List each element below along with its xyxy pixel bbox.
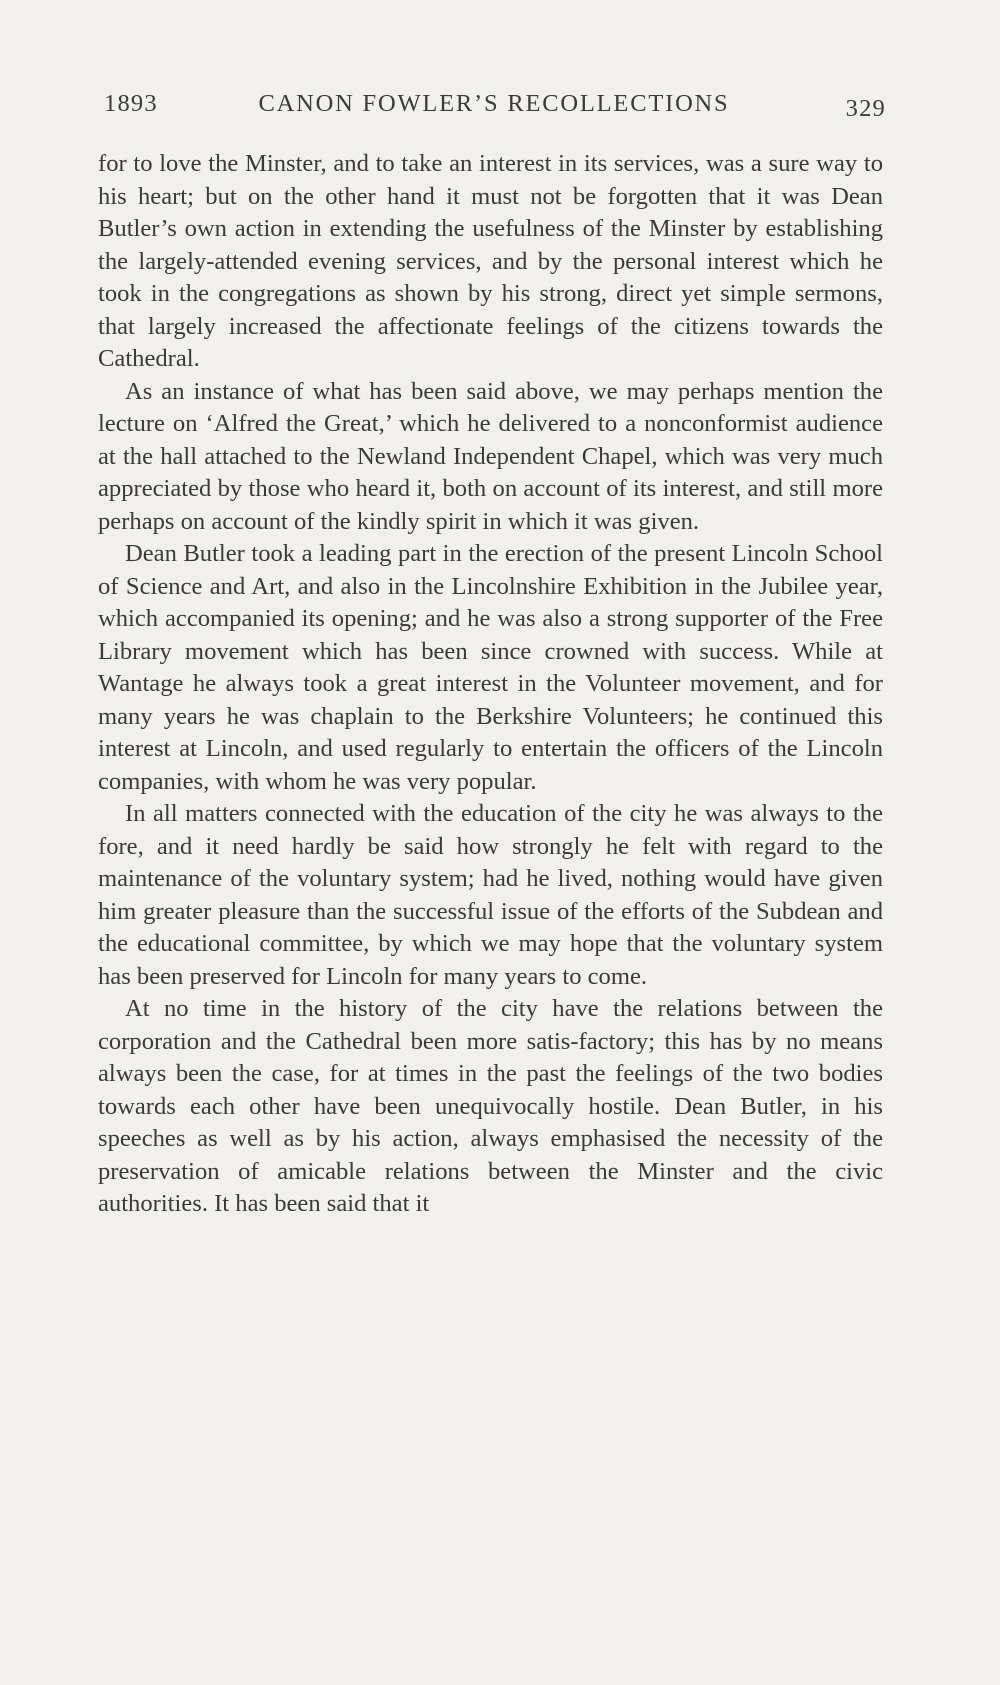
page-number: 329 xyxy=(845,95,886,122)
header-year: 1893 xyxy=(104,90,158,117)
paragraph-1: for to love the Minster, and to take an interest in its services, was a sure way to his heart; but on the other hand it must not be forgotten that it was Dean Butler’s own action in extending the usefulness of the Minster by establishing the largely-attended evening services, and by the personal interest which he took in the congregations as shown by his strong, direct yet simple sermons, that largely increased the affectionate feelings of the citizens towards the Cathedral. xyxy=(98,150,883,372)
paragraph-3: Dean Butler took a leading part in the erection of the present Lincoln School of Science and Art, and also in the Lincolnshire Exhibition in the Jubilee year, which accompanied its opening; and he was also a strong supporter of the Free Library movement which has been since crowned with success. While at Wantage he always took a great interest in the Volunteer movement, and for many years he was chaplain to the Berkshire Volunteers; he continued this interest at Lincoln, and used regularly to entertain the officers of the Lincoln companies, with whom he was very popular. xyxy=(98,540,883,795)
paragraph-5: At no time in the history of the city have the relations between the corporation and the Cathedral been more satis-factory; this has by no means always been the case, for at times in the past the feelings of the two bodies towards each other have been unequivocally hostile. Dean Butler, in his speeches as well as by his action, always emphasised the necessity of the preservation of amicable relations between the Minster and the civic authorities. It has been said that it xyxy=(98,995,883,1217)
paragraph-4: In all matters connected with the education of the city he was always to the fore, and it need hardly be said how strongly he felt with regard to the maintenance of the voluntary system; had he lived, nothing would have given him greater pleasure than the successful issue of the efforts of the Subdean and the educational committee, by which we may hope that the voluntary system has been preserved for Lincoln for many years to come. xyxy=(98,800,883,990)
header-title: CANON FOWLER’S RECOLLECTIONS xyxy=(258,90,730,117)
body-text xyxy=(98,148,883,1221)
paragraph-2: As an instance of what has been said above, we may perhaps mention the lecture on ‘Alfred the Great,’ which he delivered to a nonconformist audience at the hall attached to the Newland Independent Chapel, which was very much appreciated by those who heard it, both on account of its interest, and still more perhaps on account of the kindly spirit in which it was given. xyxy=(98,377,883,535)
running-head xyxy=(100,86,888,126)
